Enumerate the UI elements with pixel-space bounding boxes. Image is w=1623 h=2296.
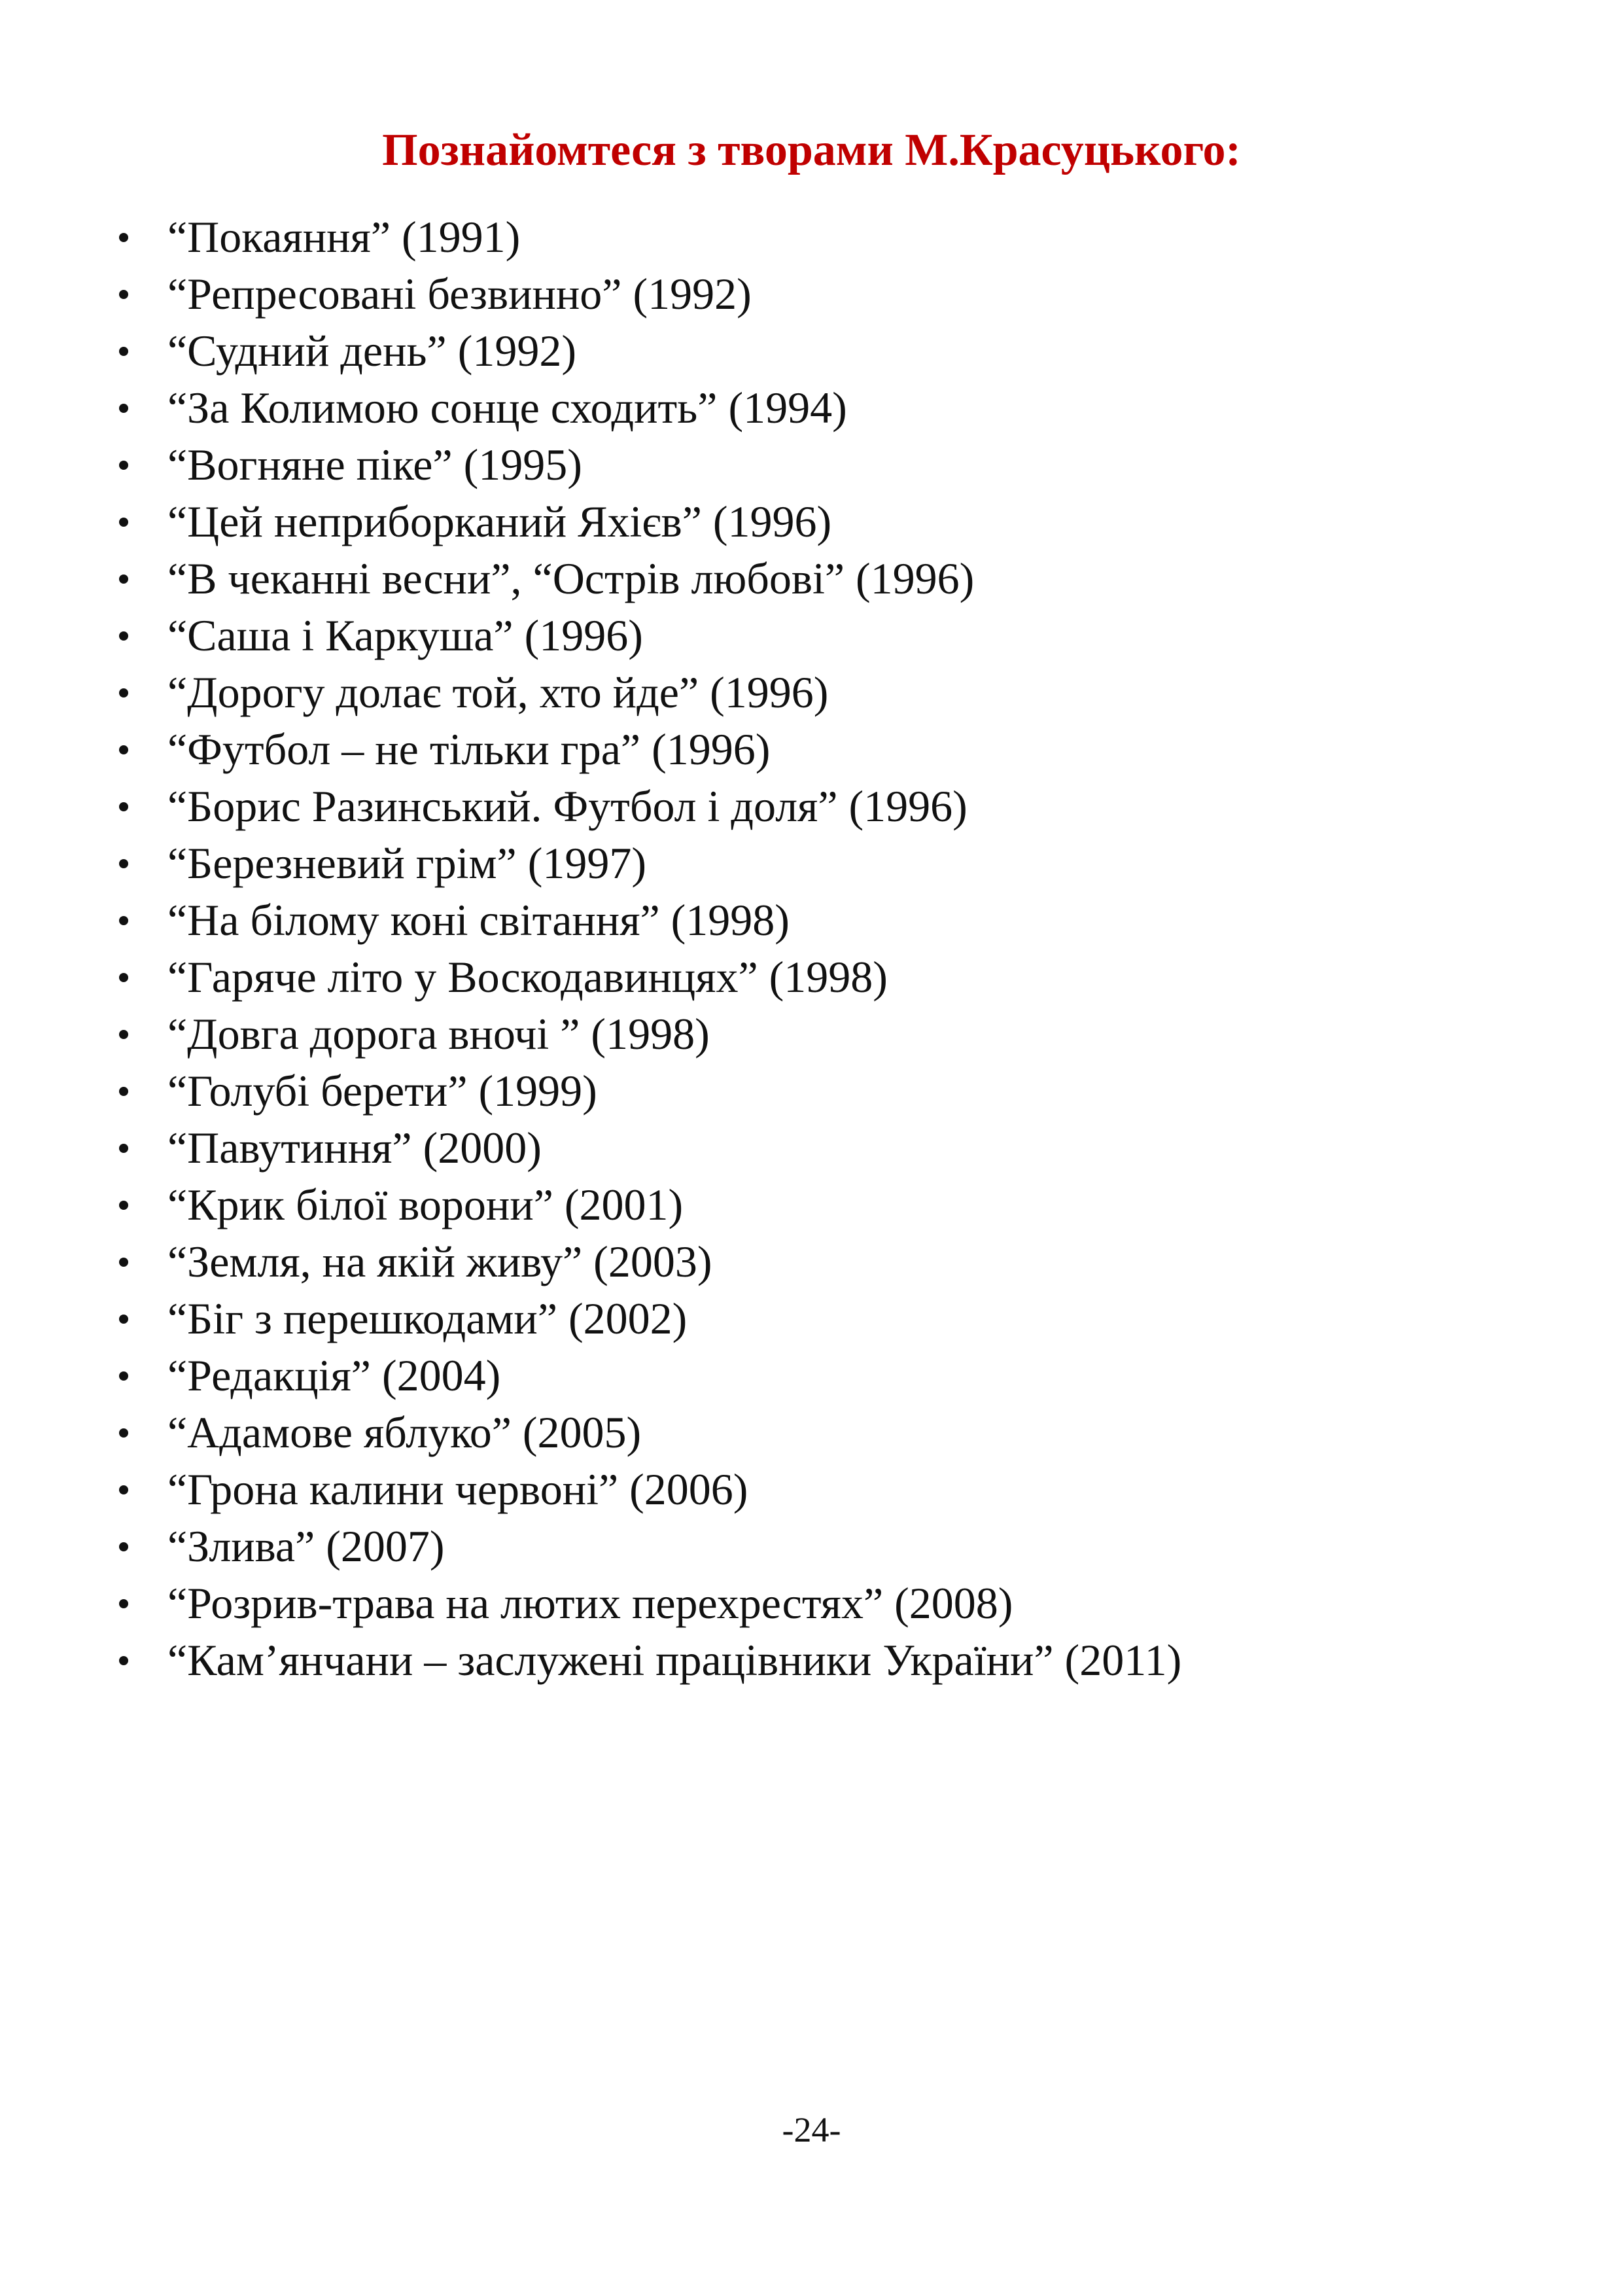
list-item xyxy=(111,664,1181,721)
page-title: Познайомтеся з творами М.Красуцького: xyxy=(382,125,1241,175)
list-item xyxy=(111,1290,1181,1347)
work-title: “Кам’янчани – заслужені працівники України” (2011) xyxy=(167,1635,1182,1685)
work-title: “Березневий грім” (1997) xyxy=(167,838,647,888)
page-number: -24- xyxy=(782,2110,841,2149)
work-title: “Редакція” (2004) xyxy=(167,1351,501,1400)
work-title: “Злива” (2007) xyxy=(167,1521,445,1571)
bullet-icon xyxy=(119,1201,128,1210)
bullet-icon xyxy=(119,631,128,641)
work-title: “Павутиння” (2000) xyxy=(167,1123,542,1173)
bullet-icon xyxy=(119,1144,128,1153)
list-item xyxy=(111,892,1181,949)
work-title: “Судний день” (1992) xyxy=(167,326,576,376)
list-item xyxy=(111,1063,1181,1120)
work-title: “Гаряче літо у Воскодавинцях” (1998) xyxy=(167,952,888,1002)
list-item xyxy=(111,1006,1181,1063)
work-title: “За Колимою сонце сходить” (1994) xyxy=(167,383,847,433)
bullet-icon xyxy=(119,404,128,413)
list-item xyxy=(111,323,1181,380)
work-title: “Біг з перешкодами” (2002) xyxy=(167,1294,688,1343)
list-item xyxy=(111,550,1181,607)
work-title: “Голубі берети” (1999) xyxy=(167,1066,597,1116)
list-item xyxy=(111,1176,1181,1233)
work-title: “Репресовані безвинно” (1992) xyxy=(167,269,752,319)
bullet-icon xyxy=(119,745,128,754)
work-title: “Вогняне піке” (1995) xyxy=(167,440,582,489)
bullet-icon xyxy=(119,1315,128,1324)
bullet-icon xyxy=(119,1087,128,1096)
bullet-icon xyxy=(119,1258,128,1267)
work-title: “Футбол – не тільки гра” (1996) xyxy=(167,724,771,774)
list-item xyxy=(111,1233,1181,1290)
bullet-icon xyxy=(119,973,128,982)
list-item xyxy=(111,1347,1181,1404)
bullet-icon xyxy=(119,574,128,584)
bullet-icon xyxy=(119,802,128,811)
work-title: “Борис Разинський. Футбол і доля” (1996) xyxy=(167,781,968,831)
list-item xyxy=(111,721,1181,778)
list-item xyxy=(111,1632,1181,1689)
list-item xyxy=(111,380,1181,436)
work-title: “Довга дорога вночі ” (1998) xyxy=(167,1009,710,1059)
list-item xyxy=(111,1404,1181,1461)
work-title: “Покаяння” (1991) xyxy=(167,212,521,262)
work-title: “Крик білої ворони” (2001) xyxy=(167,1180,684,1229)
bullet-icon xyxy=(119,916,128,925)
bullet-icon xyxy=(119,1371,128,1381)
bullet-icon xyxy=(119,1485,128,1494)
bullet-icon xyxy=(119,859,128,868)
bullet-icon xyxy=(119,1428,128,1438)
list-item xyxy=(111,266,1181,323)
bullet-icon xyxy=(119,1656,128,1665)
list-item xyxy=(111,209,1181,266)
bullet-icon xyxy=(119,1542,128,1551)
work-title: “Цей неприборканий Яхієв” (1996) xyxy=(167,497,832,546)
work-title: “Земля, на якій живу” (2003) xyxy=(167,1237,712,1286)
bullet-icon xyxy=(119,1030,128,1039)
bullet-icon xyxy=(119,347,128,356)
bullet-icon xyxy=(119,1599,128,1608)
bullet-icon xyxy=(119,518,128,527)
list-item xyxy=(111,607,1181,664)
list-item xyxy=(111,493,1181,550)
list-item xyxy=(111,436,1181,493)
work-title: “На білому коні світання” (1998) xyxy=(167,895,790,945)
list-item xyxy=(111,949,1181,1006)
list-item xyxy=(111,1518,1181,1575)
bullet-icon xyxy=(119,233,128,242)
bullet-icon xyxy=(119,461,128,470)
bullet-icon xyxy=(119,688,128,698)
bullet-icon xyxy=(119,290,128,299)
list-item xyxy=(111,1461,1181,1518)
work-title: “Адамове яблуко” (2005) xyxy=(167,1407,642,1457)
works-list xyxy=(111,209,1181,1689)
list-item xyxy=(111,1120,1181,1176)
work-title: “Грона калини червоні” (2006) xyxy=(167,1464,748,1514)
list-item xyxy=(111,1575,1181,1632)
list-item xyxy=(111,778,1181,835)
work-title: “Саша і Каркуша” (1996) xyxy=(167,610,643,660)
list-item xyxy=(111,835,1181,892)
work-title: “Дорогу долає той, хто йде” (1996) xyxy=(167,667,829,717)
work-title: “В чеканні весни”, “Острів любові” (1996) xyxy=(167,554,975,603)
work-title: “Розрив-трава на лютих перехрестях” (2008) xyxy=(167,1578,1013,1628)
